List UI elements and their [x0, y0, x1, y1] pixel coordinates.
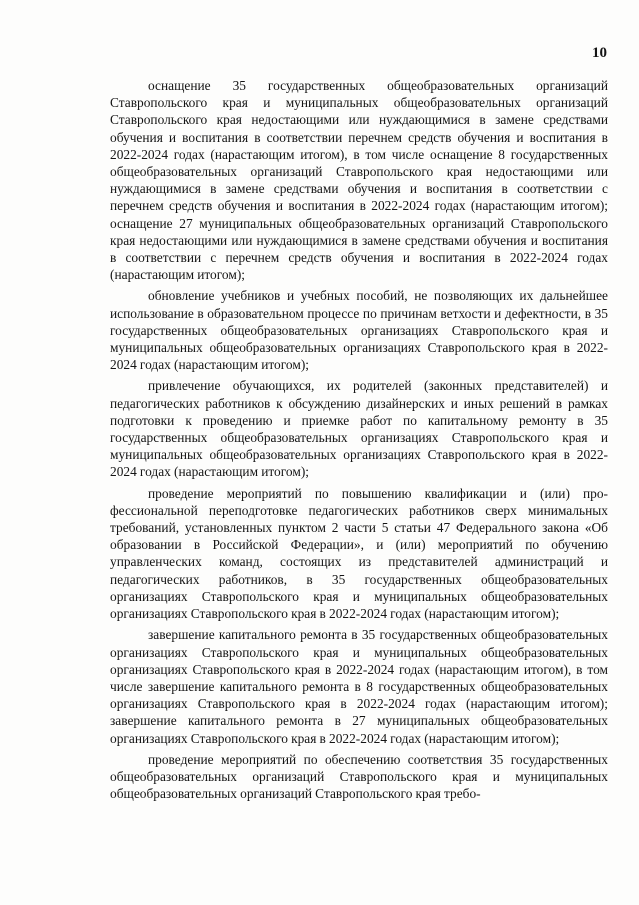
paragraph-compliance: проведение мероприятий по обеспечению соответствия 35 государственных общеобразовательных организаций Ставропольского края и муниципальных общеобразовательных организаций Ставропольского края требо-	[110, 751, 608, 802]
paragraph-qualification: проведение мероприятий по повышению квалификации и (или) профессиональной переподготовке педагогических работников сверх минимальных требований, установленных пунктом 2 части 5 статьи 47 Федерального закона «Об образовании в Российской Федерации», и (или) мероприятий по обучению управленческих команд, состоящих из представителей администраций и педагогических работников, в 35 государственных общеобразовательных организациях Ставропольского края и муниципальных общеобразовательных организациях Ставропольского края в 2022-2024 годах (нарастающим итогом);	[110, 485, 608, 622]
paragraph-involvement: привлечение обучающихся, их родителей (законных представителей) и педагогических работников к обсуждению дизайнерских и иных решений в рамках подготовки к проведению и приемке работ по капитальному ремонту в 35 государственных общеобразовательных организациях Ставропольского края и муниципальных общеобразовательных организациях Ставропольского края в 2022-2024 годах (нарастающим итогом);	[110, 378, 608, 480]
paragraph-textbooks: обновление учебников и учебных пособий, не позволяющих их дальнейшее использование в образовательном процессе по причинам ветхости и дефектности, в 35 государственных общеобразовательных организациях Ставропольского края и муниципальных общеобразовательных организациях Ставропольского края в 2022-2024 годах (нарастающим итогом);	[110, 288, 608, 373]
page-number: 10	[592, 45, 607, 61]
paragraph-repair-completion: завершение капитального ремонта в 35 государственных общеобразовательных организациях Ставропольского края и муниципальных общеобразовательных организациях Ставропольского края в 2022-2024 годах (нарастающим итогом), в том числе завершение капитального ремонта в 8 государственных общеобразовательных организациях Ставропольского края в 2022-2024 годах (нарастающим итогом); завершение капитального ремонта в 27 муниципальных общеобразовательных организациях Ставропольского края в 2022-2024 годах (нарастающим итогом);	[110, 627, 608, 746]
paragraph-equipment: оснащение 35 государственных общеобразовательных организаций Ставропольского края и муниципальных общеобразовательных организаций Ставропольского края недостающими или нуждающимися в замене средствами обучения и воспитания в соответствии перечнем средств обучения и воспитания в 2022-2024 годах (нарастающим итогом), в том числе оснащение 8 государственных общеобразовательных организаций Ставропольского края недостающими или нуждающимися в замене средствами обучения и воспитания в соответствии с перечнем средств обучения и воспитания в 2022-2024 годах (нарастающим итогом); оснащение 27 муниципальных общеобразовательных организаций Ставропольского края недостающими или нуждающимися в замене средствами обучения и воспитания в соответствии с перечнем средств обучения и воспитания в 2022-2024 годах (нарастающим итогом);	[110, 78, 608, 283]
document-body	[110, 77, 608, 802]
